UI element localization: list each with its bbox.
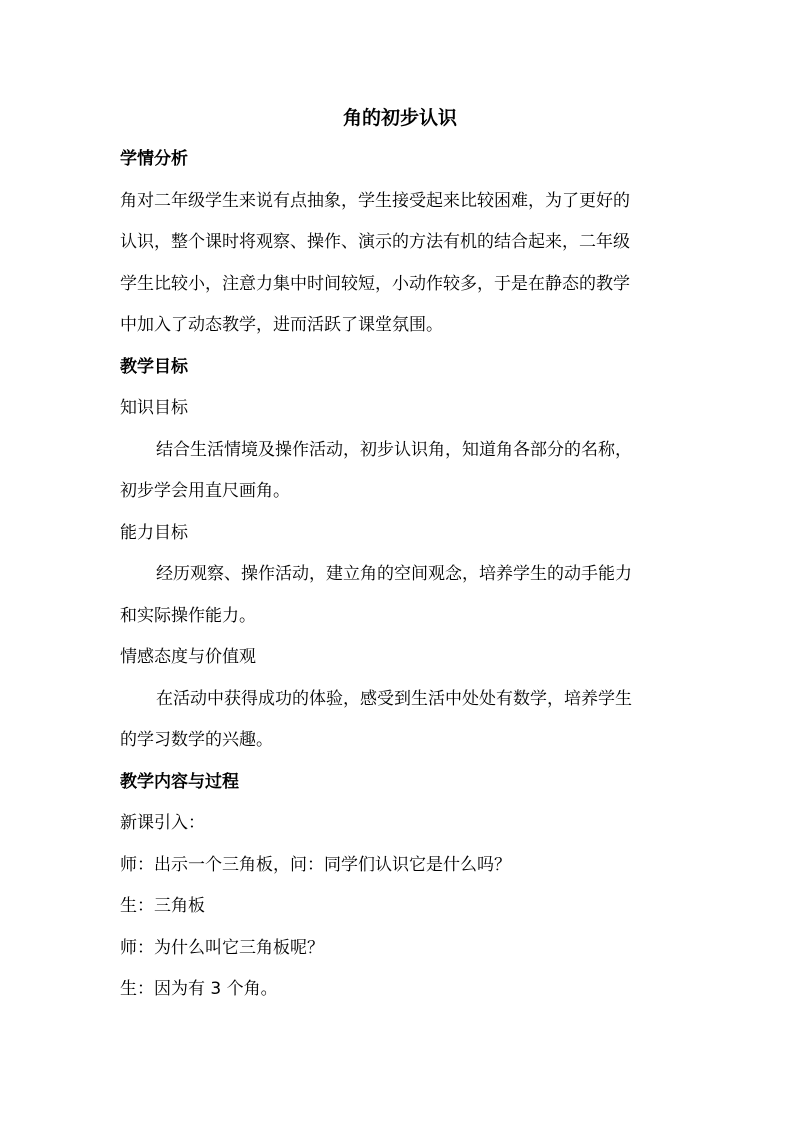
paragraph-line: 经历观察、操作活动，建立角的空间观念，培养学生的动手能力: [156, 564, 632, 584]
dialogue-line: 师：出示一个三角板，问：同学们认识它是什么吗？: [120, 854, 511, 875]
dialogue-line: 生：因为有 3 个角。: [120, 979, 278, 999]
process-intro: 新课引入：: [120, 813, 205, 833]
subheading-emotion-goal: 情感态度与价值观: [120, 647, 256, 667]
paragraph-line: 认识，整个课时将观察、操作、演示的方法有机的结合起来，二年级: [120, 232, 630, 252]
paragraph-line: 中加入了动态教学，进而活跃了课堂氛围。: [120, 315, 443, 335]
paragraph-line: 初步学会用直尺画角。: [120, 481, 290, 501]
subheading-ability-goal: 能力目标: [120, 522, 188, 543]
paragraph-line: 角对二年级学生来说有点抽象，学生接受起来比较困难，为了更好的: [120, 190, 630, 211]
paragraph-line: 在活动中获得成功的体验，感受到生活中处处有数学，培养学生: [156, 688, 632, 709]
paragraph-line: 学生比较小，注意力集中时间较短，小动作较多，于是在静态的教学: [120, 273, 630, 294]
document-title: 角的初步认识: [342, 107, 457, 129]
paragraph-line: 和实际操作能力。: [120, 605, 256, 626]
paragraph-line: 结合生活情境及操作活动，初步认识角，知道角各部分的名称，: [156, 439, 632, 460]
subheading-knowledge-goal: 知识目标: [120, 398, 188, 418]
paragraph-line: 的学习数学的兴趣。: [120, 730, 273, 750]
dialogue-line: 师：为什么叫它三角板呢？: [120, 937, 324, 958]
document-content: [120, 99, 680, 1011]
dialogue-line: 生：三角板: [120, 896, 205, 916]
section-heading-goals: 教学目标: [120, 356, 188, 377]
section-heading-process: 教学内容与过程: [120, 771, 239, 792]
section-heading-analysis: 学情分析: [120, 149, 188, 169]
